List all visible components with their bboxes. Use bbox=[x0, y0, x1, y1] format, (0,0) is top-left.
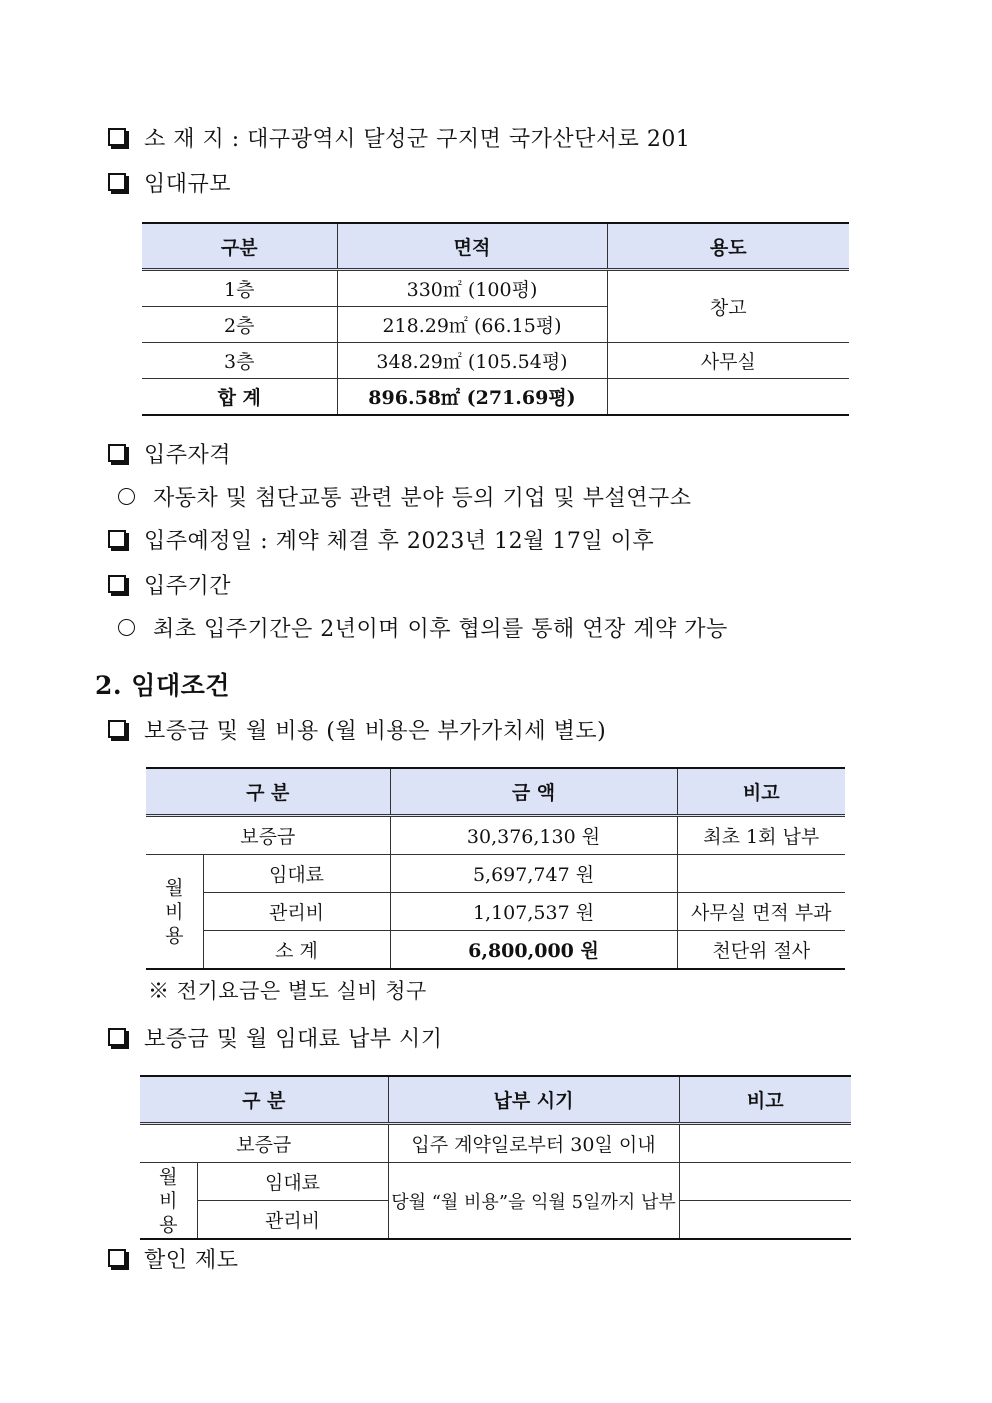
checkbox-bullet-icon bbox=[108, 128, 126, 146]
table-header: 비고 bbox=[679, 1076, 851, 1124]
checkbox-bullet-icon bbox=[108, 575, 126, 593]
checkbox-bullet-icon bbox=[108, 720, 126, 738]
monthly-label: 월 비 용 bbox=[146, 855, 203, 970]
location-line: 소 재 지 : 대구광역시 달성군 구지면 국가산단서로 201 bbox=[108, 125, 690, 155]
monthly-timing-cell: 당월 “월 비용”을 익월 5일까지 납부 bbox=[388, 1163, 679, 1240]
period-item: 최초 입주기간은 2년이며 이후 협의를 통해 연장 계약 가능 bbox=[118, 615, 728, 645]
table-header: 비고 bbox=[677, 768, 845, 816]
table-header: 면적 bbox=[337, 223, 607, 270]
footnote: ※ 전기요금은 별도 실비 청구 bbox=[148, 979, 427, 1003]
payment-timing-heading: 보증금 및 월 임대료 납부 시기 bbox=[108, 1025, 443, 1055]
checkbox-bullet-icon bbox=[108, 444, 126, 462]
subtotal-row: 소 계 6,800,000 원 천단위 절사 bbox=[146, 931, 845, 970]
table-header: 납부 시기 bbox=[388, 1076, 679, 1124]
checkbox-bullet-icon bbox=[108, 173, 126, 191]
lease-scale-table bbox=[142, 222, 849, 416]
monthly-label: 월 비 용 bbox=[140, 1163, 197, 1240]
location-value: 대구광역시 달성군 구지면 국가산단서로 201 bbox=[247, 127, 691, 152]
table-row: 보증금 30,376,130 원 최초 1회 납부 bbox=[146, 816, 845, 855]
circle-bullet-icon bbox=[118, 488, 135, 505]
table-row: 2층 218.29㎡ (66.15평) bbox=[142, 307, 849, 343]
table-row: 관리비 1,107,537 원 사무실 면적 부과 bbox=[146, 893, 845, 931]
deposit-heading: 보증금 및 월 비용 (월 비용은 부가가치세 별도) bbox=[108, 717, 606, 747]
table-row: 월 비 용 임대료 당월 “월 비용”을 익월 5일까지 납부 bbox=[140, 1163, 851, 1201]
eligibility-item: 자동차 및 첨단교통 관련 분야 등의 기업 및 부설연구소 bbox=[118, 484, 692, 514]
table-row: 3층 348.29㎡ (105.54평) 사무실 bbox=[142, 343, 849, 379]
checkbox-bullet-icon bbox=[108, 530, 126, 548]
table-header: 금 액 bbox=[390, 768, 677, 816]
circle-bullet-icon bbox=[118, 619, 135, 636]
table-row: 보증금 입주 계약일로부터 30일 이내 bbox=[140, 1124, 851, 1163]
table-header: 구 분 bbox=[140, 1076, 388, 1124]
checkbox-bullet-icon bbox=[108, 1249, 126, 1267]
table-header: 구분 bbox=[142, 223, 337, 270]
move-in-date: 입주예정일 : 계약 체결 후 2023년 12월 17일 이후 bbox=[108, 527, 654, 557]
payment-timing-table bbox=[140, 1075, 851, 1240]
deposit-table bbox=[146, 767, 845, 970]
table-header: 용도 bbox=[607, 223, 849, 270]
location-label: 소 재 지 bbox=[144, 127, 225, 152]
total-row: 합 계 896.58㎡ (271.69평) bbox=[142, 379, 849, 416]
discount-heading: 할인 제도 bbox=[108, 1246, 239, 1276]
table-header: 구 분 bbox=[146, 768, 390, 816]
table-row: 1층 330㎡ (100평) 창고 bbox=[142, 270, 849, 307]
section-title: 2. 임대조건 bbox=[95, 671, 230, 700]
merged-use-cell: 창고 bbox=[607, 270, 849, 343]
period-heading: 입주기간 bbox=[108, 572, 231, 602]
eligibility-heading: 입주자격 bbox=[108, 441, 231, 471]
lease-scale-heading: 임대규모 bbox=[108, 170, 231, 200]
table-row: 관리비 bbox=[140, 1201, 851, 1240]
table-row: 월 비 용 임대료 5,697,747 원 bbox=[146, 855, 845, 893]
checkbox-bullet-icon bbox=[108, 1028, 126, 1046]
